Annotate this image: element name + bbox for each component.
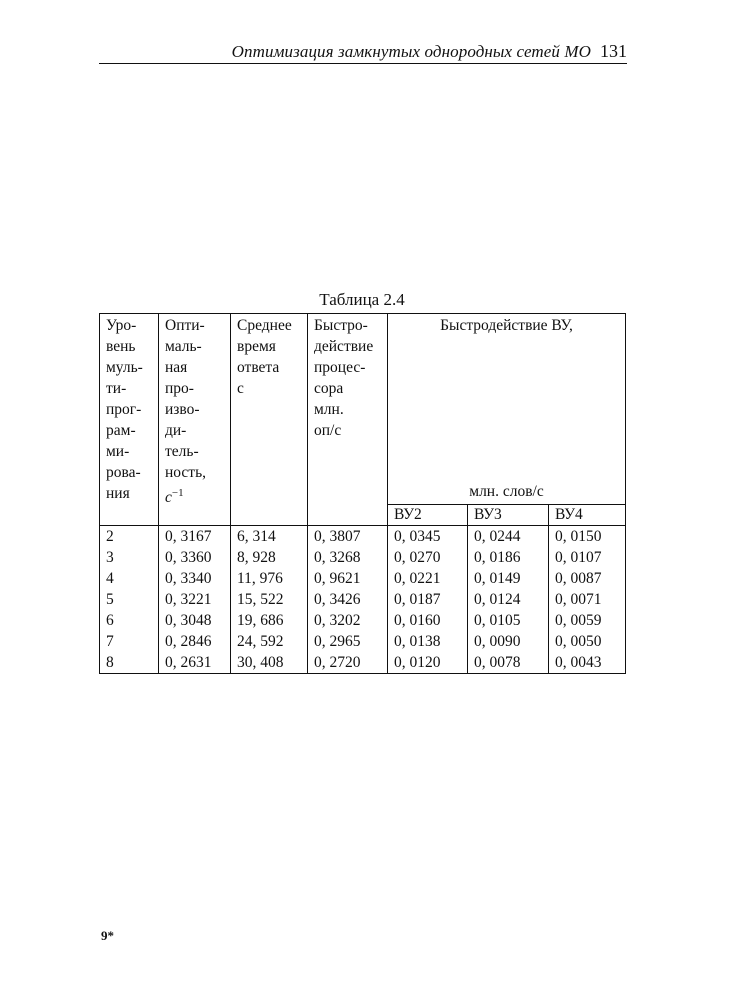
table-row	[100, 652, 626, 674]
cell-cpu: 0, 2720	[308, 652, 388, 674]
table-row	[100, 526, 626, 548]
header-cpu-speed: Быстро- действие процес- сора млн. оп/с	[308, 314, 388, 526]
cell-vu4: 0, 0071	[549, 589, 626, 610]
cell-vu3: 0, 0124	[468, 589, 549, 610]
cell-vu3: 0, 0090	[468, 631, 549, 652]
header-io-speed	[388, 314, 626, 505]
cell-throughput: 0, 3167	[159, 526, 231, 548]
header-throughput: Опти- маль- ная про- изво- ди- тель- ность, $c^{-1}$	[159, 314, 231, 526]
cell-vu3: 0, 0105	[468, 610, 549, 631]
page-number: 131	[600, 41, 627, 61]
cell-vu4: 0, 0059	[549, 610, 626, 631]
io-speed-title: Быстродействие ВУ,	[440, 317, 573, 334]
table-row	[100, 547, 626, 568]
table-row	[100, 589, 626, 610]
cell-response: 6, 314	[231, 526, 308, 548]
io-speed-unit: млн. слов/с	[469, 483, 544, 500]
cell-throughput: 0, 3360	[159, 547, 231, 568]
table-row	[100, 631, 626, 652]
cell-level: 8	[100, 652, 159, 674]
data-table	[99, 313, 626, 674]
running-header	[99, 38, 627, 64]
table-caption: Таблица 2.4	[319, 290, 405, 309]
table-row	[100, 610, 626, 631]
cell-response: 30, 408	[231, 652, 308, 674]
header-vu2: ВУ2	[388, 505, 468, 526]
cell-level: 3	[100, 547, 159, 568]
cell-cpu: 0, 3202	[308, 610, 388, 631]
cell-vu3: 0, 0186	[468, 547, 549, 568]
cell-vu2: 0, 0138	[388, 631, 468, 652]
cell-response: 8, 928	[231, 547, 308, 568]
header-vu4: ВУ4	[549, 505, 626, 526]
cell-level: 2	[100, 526, 159, 548]
table-header-row	[100, 314, 626, 505]
cell-level: 6	[100, 610, 159, 631]
cell-response: 11, 976	[231, 568, 308, 589]
cell-vu2: 0, 0345	[388, 526, 468, 548]
cell-cpu: 0, 3807	[308, 526, 388, 548]
cell-vu4: 0, 0043	[549, 652, 626, 674]
cell-vu4: 0, 0150	[549, 526, 626, 548]
cell-vu2: 0, 0187	[388, 589, 468, 610]
cell-throughput: 0, 3048	[159, 610, 231, 631]
cell-level: 4	[100, 568, 159, 589]
cell-throughput: 0, 3221	[159, 589, 231, 610]
cell-vu4: 0, 0107	[549, 547, 626, 568]
cell-throughput: 0, 2846	[159, 631, 231, 652]
header-response-time: Среднее время ответа с	[231, 314, 308, 526]
cell-throughput: 0, 2631	[159, 652, 231, 674]
cell-vu4: 0, 0087	[549, 568, 626, 589]
cell-vu3: 0, 0149	[468, 568, 549, 589]
table-row	[100, 568, 626, 589]
cell-cpu: 0, 9621	[308, 568, 388, 589]
cell-cpu: 0, 2965	[308, 631, 388, 652]
cell-response: 24, 592	[231, 631, 308, 652]
cell-response: 19, 686	[231, 610, 308, 631]
header-level: Уро- вень муль- ти- прог- рам- ми- рова- ния	[100, 314, 159, 526]
cell-throughput: 0, 3340	[159, 568, 231, 589]
cell-vu2: 0, 0120	[388, 652, 468, 674]
cell-cpu: 0, 3426	[308, 589, 388, 610]
header-vu3: ВУ3	[468, 505, 549, 526]
cell-response: 15, 522	[231, 589, 308, 610]
cell-vu2: 0, 0160	[388, 610, 468, 631]
cell-vu2: 0, 0270	[388, 547, 468, 568]
cell-level: 7	[100, 631, 159, 652]
signature-mark: 9*	[101, 928, 114, 943]
cell-level: 5	[100, 589, 159, 610]
running-header-title: Оптимизация замкнутых однородных сетей МО	[231, 42, 591, 61]
cell-vu3: 0, 0244	[468, 526, 549, 548]
cell-vu4: 0, 0050	[549, 631, 626, 652]
cell-vu2: 0, 0221	[388, 568, 468, 589]
cell-vu3: 0, 0078	[468, 652, 549, 674]
cell-cpu: 0, 3268	[308, 547, 388, 568]
